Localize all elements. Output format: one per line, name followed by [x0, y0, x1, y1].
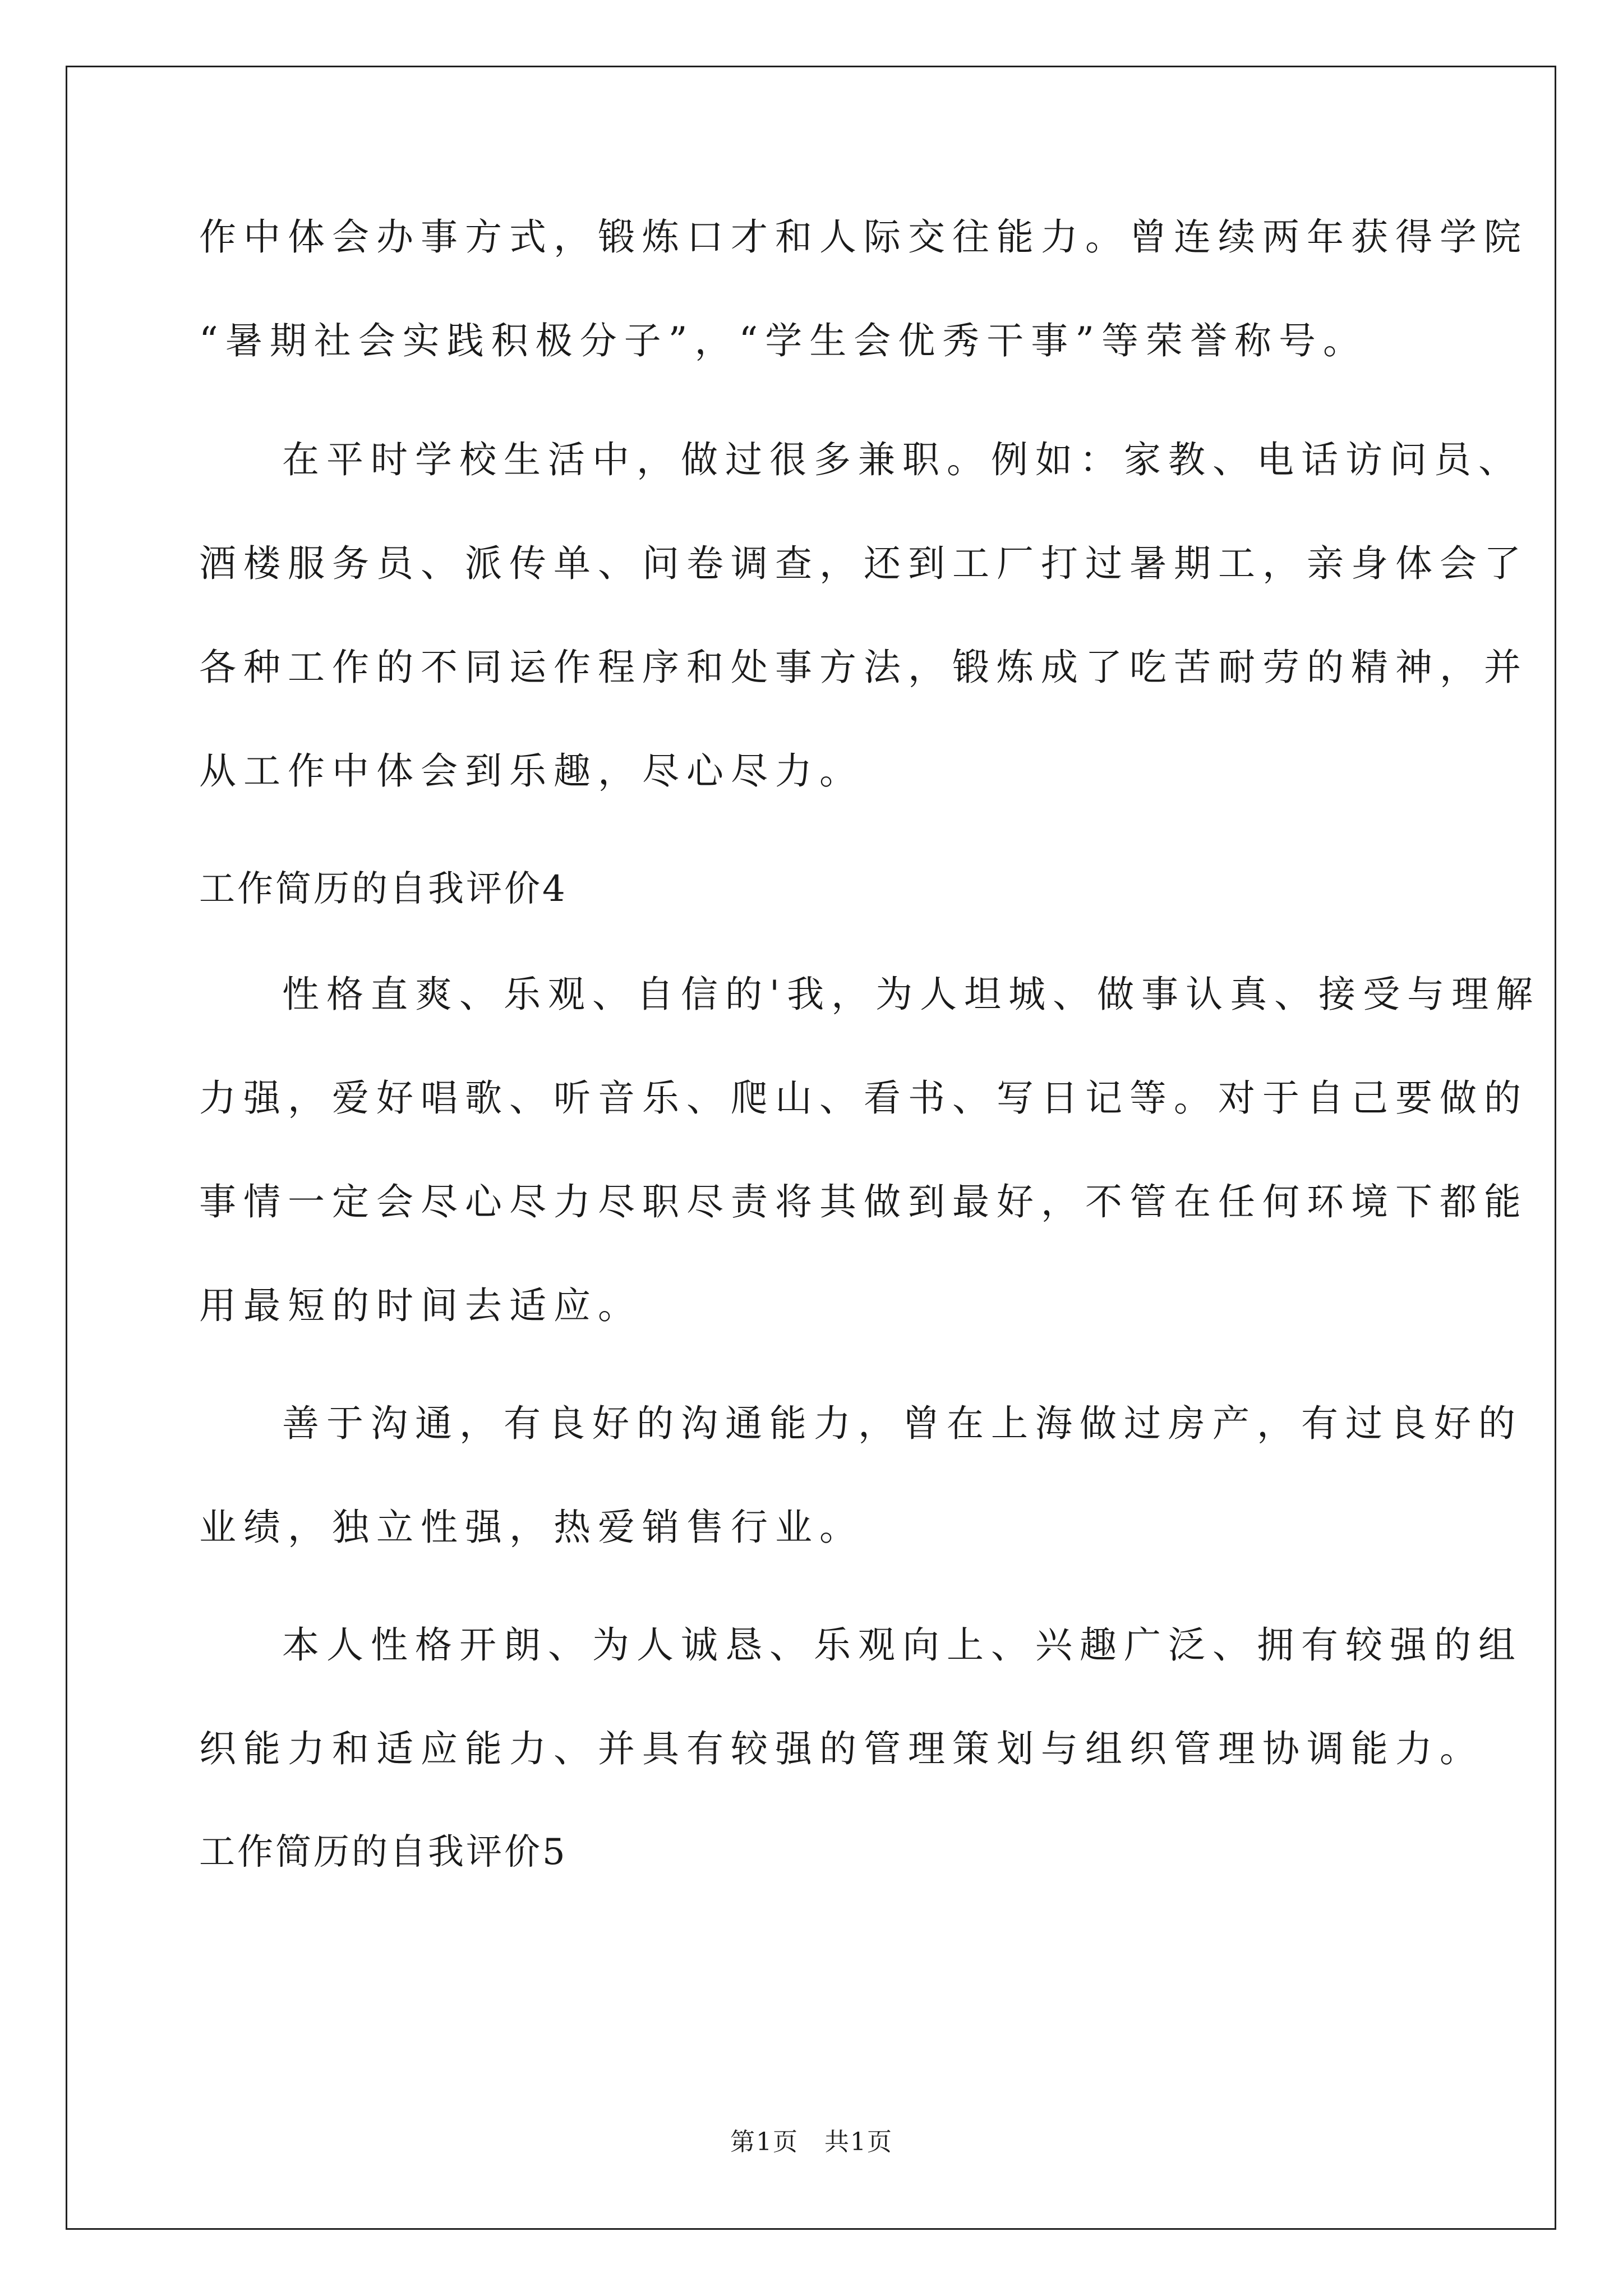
paragraph-line: 业绩，独立性强，热爱销售行业。 — [199, 1506, 864, 1549]
paragraph-line: 力强，爱好唱歌、听音乐、爬山、看书、写日记等。对于自己要做的 — [199, 1076, 1528, 1120]
section-heading: 工作简历的自我评价5 — [199, 1832, 568, 1873]
paragraph-line: 在平时学校生活中，做过很多兼职。例如：家教、电话访问员、 — [282, 438, 1523, 481]
page-border — [66, 66, 1556, 2230]
paragraph-line: “暑期社会实践积极分子”，“学生会优秀干事”等荣誉称号。 — [199, 319, 1367, 362]
page-number: 第1页 共1页 — [730, 2128, 893, 2156]
section-heading: 工作简历的自我评价4 — [199, 868, 568, 910]
paragraph-line: 作中体会办事方式，锻炼口才和人际交往能力。曾连续两年获得学院 — [199, 215, 1528, 259]
paragraph-line: 酒楼服务员、派传单、问卷调查，还到工厂打过暑期工，亲身体会了 — [199, 542, 1528, 585]
paragraph-line: 善于沟通，有良好的沟通能力，曾在上海做过房产，有过良好的 — [282, 1402, 1523, 1445]
paragraph-line: 用最短的时间去适应。 — [199, 1284, 642, 1327]
paragraph-line: 织能力和适应能力、并具有较强的管理策划与组织管理协调能力。 — [199, 1727, 1484, 1770]
paragraph-line: 性格直爽、乐观、自信的'我，为人坦城、做事认真、接受与理解 — [282, 973, 1541, 1016]
paragraph-line: 事情一定会尽心尽力尽职尽责将其做到最好，不管在任何环境下都能 — [199, 1180, 1528, 1223]
paragraph-line: 从工作中体会到乐趣，尽心尽力。 — [199, 749, 864, 793]
paragraph-line: 各种工作的不同运作程序和处事方法，锻炼成了吃苦耐劳的精神，并 — [199, 646, 1528, 689]
paragraph-line: 本人性格开朗、为人诚恳、乐观向上、兴趣广泛、拥有较强的组 — [282, 1623, 1523, 1667]
